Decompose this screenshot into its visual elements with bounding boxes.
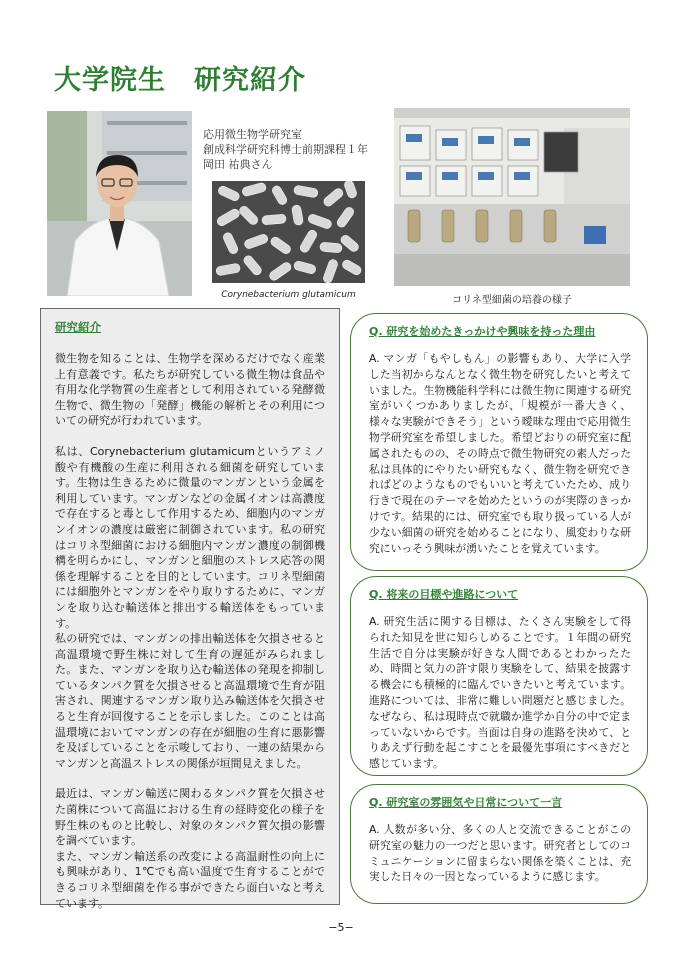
qa-box-future xyxy=(350,576,648,776)
question-heading: Q. 研究を始めたきっかけや興味を持った理由 xyxy=(369,325,596,338)
qa-box-lab-atmosphere xyxy=(350,784,648,904)
question-heading: Q. 研究室の雰囲気や日常について一言 xyxy=(369,796,563,809)
lab-photo-caption: コリネ型細菌の培養の様子 xyxy=(452,295,572,306)
intro-paragraph-2: 私は、Corynebacterium glutamicumというアミノ酸や有機酸の生産に利用される細菌を研究しています。生物は生きるために微量のマンガンという金属を利用しています。マンガンなどの金属イオンは高濃度で存在すると毒として作用するため、細胞内のマンガンイオンの濃度は厳密に制御されています。私の研究はコリネ型細菌における細胞内マンガン濃度の制御機構を明らかにし、マンガンと細胞のストレス応答の関係を理解することを目的としています。コリネ型細菌には細胞外とマンガンをやり取りするために、マンガンを取り込む輸送体と排出する輸送体をもっています。 私の研究では、マンガンの排出輸送体を欠損させると高温環境で野生株に対して生育の遅延がみられました。また、マンガンを取り込む輸送体の発現を抑制しているタンパク質を欠損させると高温環境で生育が阻害され、関連するマンガン取り込み輸送体を欠損させると生育が回復することを示しました。このことは高温環境においてマンガンの存在が細胞の生育に悪影響を及ぼしていることを示唆しており、一連の結果からマンガンと高温ストレスの関係が垣間見えました。 xyxy=(55,444,325,770)
answer-text: A. マンガ「もやしもん」の影響もあり、大学に入学した当初からなんとなく微生物を研究したいと考えていました。生物機能科学科には微生物に関連する研究室がいくつかありましたが、「規模が一番大きく、様々な実験ができそう」という曖昧な理由で応用微生物学研究室を希望しました。希望どおりの研究室に配属されたものの、その時点で微生物研究の素人だった私は具体的にやりたい研究もなく、微生物を研究できればどのようなものでもいいと考えていたため、成り行きで現在のテーマを始めたというのが実際のきっかけです。結果的には、研究室でも取り扱っている人が少ない細菌の研究を始めることになり、風変わりな研究にいっそう興味が湧いたことを覚えています。 xyxy=(369,352,631,555)
intro-paragraph-3: 最近は、マンガン輸送に関わるタンパク質を欠損させた菌株について高温における生育の経時変化の様子を野生株のものと比較し、対象のタンパク質欠損の影響を調べています。 また、マンガン輸送系の改変による高温耐性の向上にも興味があり、1℃でも高い温度で生育することができるコリネ型細菌を作る事ができたら面白いなと考えています。 xyxy=(55,787,325,910)
micrograph-caption: Corynebacterium glutamicum xyxy=(221,290,356,300)
question-heading: Q. 将来の目標や進路について xyxy=(369,588,519,601)
author-affiliation xyxy=(203,127,368,172)
qa-box-motivation xyxy=(350,313,648,571)
answer-text: A. 人数が多い分、多くの人と交流できることがこの研究室の魅力の一つだと思います。研究者としてのコミュニケーションに留まらない関係を築くことは、充実した日々の一因となっているように感じます。 xyxy=(369,823,631,884)
course-name: 創成科学研究科博士前期課程１年 xyxy=(203,143,368,156)
intro-paragraph-1: 微生物を知ることは、生物学を深めるだけでなく産業上有意義です。私たちが研究している微生物は食品や有用な化学物質の生産者として利用されている発酵微生物で、微生物の「発酵」機能の解析とその利用についての研究が行われています。 xyxy=(55,352,325,428)
culture-equipment-photo xyxy=(394,108,630,286)
lab-name: 応用微生物学研究室 xyxy=(203,128,302,141)
intro-heading: 研究紹介 xyxy=(55,320,101,334)
page-number: −5− xyxy=(328,921,354,934)
research-intro-panel xyxy=(40,308,340,910)
answer-text: A. 研究生活に関する目標は、たくさん実験をして得られた知見を世に知らしめることです。１年間の研究生活で自分は実験が好きな人間であるとわかったため、時間と気力の許す限り実験をして、結果を披露する機会にも積極的に臨んでいきたいと考えています。進路については、非常に難しい問題だと感じました。なぜなら、私は現時点で就職か進学か自分の中で定まっていないからです。当面は自身の進路を決めて、とりあえず行動を起こすことを最優先事項にすべきだと感じています。 xyxy=(369,615,631,771)
student-name: 岡田 祐典さん xyxy=(203,158,273,171)
student-portrait xyxy=(47,111,192,296)
corynebacterium-micrograph xyxy=(212,181,365,283)
page-title: 大学院生 研究紹介 xyxy=(54,65,306,96)
